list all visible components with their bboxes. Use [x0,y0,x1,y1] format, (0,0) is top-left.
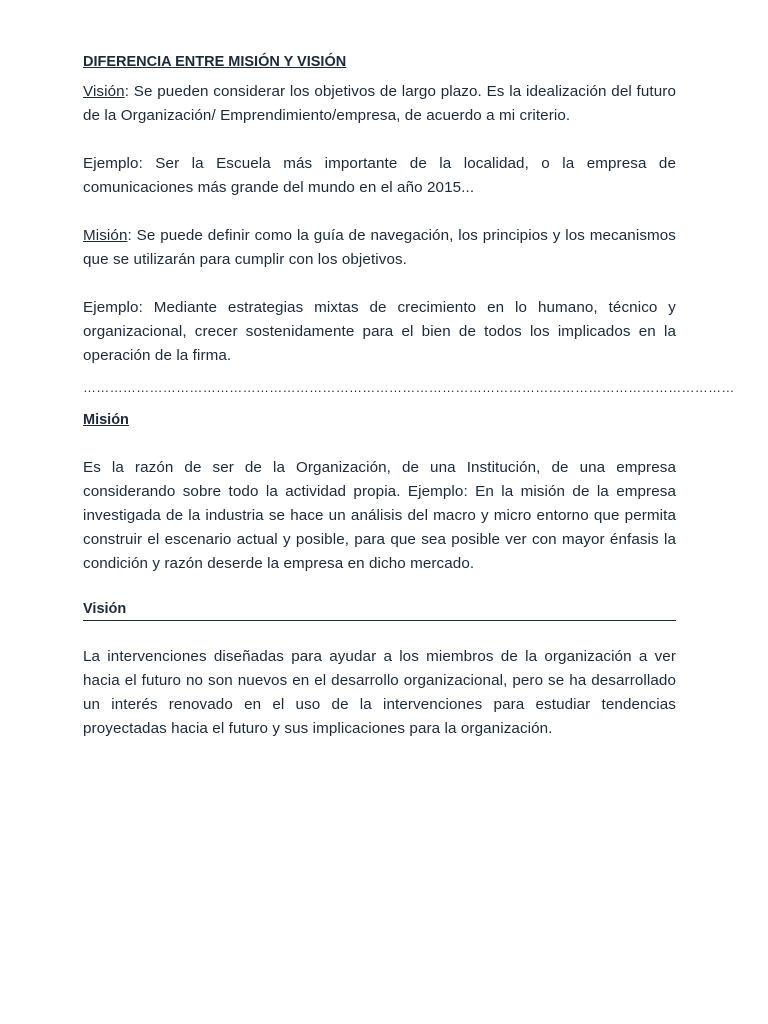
vision-section-heading-text: Visión [83,601,127,617]
mision-section-heading: Misión [83,412,129,428]
vision-section-body: La intervenciones diseñadas para ayudar a los miembros de la organización a ver hacia el futuro no son nuevos en el desarrollo organizacional, pero se ha desarrollado un interés renovado en el uso de la intervenciones para estudiar tendencias proyectadas hacia el futuro y sus implicaciones para la organización. [83,648,676,737]
vision-example: Ejemplo: Ser la Escuela más importante de la localidad, o la empresa de comunicaciones más grande del mundo en el año 2015... [83,155,676,196]
mision-example: Ejemplo: Mediante estrategias mixtas de crecimiento en lo humano, técnico y organizacional, crecer sostenidamente para el bien de todos los implicados en la operación de la firma. [83,299,676,364]
mision-definition-text: : Se puede definir como la guía de navegación, los principios y los mecanismos que se utilizarán para cumplir con los objetivos. [83,227,676,268]
mision-definition [83,224,676,272]
mision-section-body: Es la razón de ser de la Organización, de una Institución, de una empresa considerando sobre todo la actividad propia. Ejemplo: En la misión de la empresa investigada de la industria se hace un análisis del macro y micro entorno que permita construir el escenario actual y posible, para que sea posible ver con mayor énfasis la condición y razón deserde la empresa en dicho mercado. [83,459,676,572]
document-page [83,50,735,765]
mision-label: Misión [83,227,128,244]
vision-section-heading [83,600,676,621]
vision-definition [83,80,676,128]
vision-label: Visión [83,83,125,100]
vision-definition-text: : Se pueden considerar los objetivos de largo plazo. Es la idealización del futuro de la Organización/ Emprendimiento/empresa, de acuerdo a mi criterio. [83,83,676,124]
document-title: DIFERENCIA ENTRE MISIÓN Y VISIÓN [83,54,347,70]
dotted-separator: ………………………………………………………………………………………………………………………………… [83,380,735,395]
